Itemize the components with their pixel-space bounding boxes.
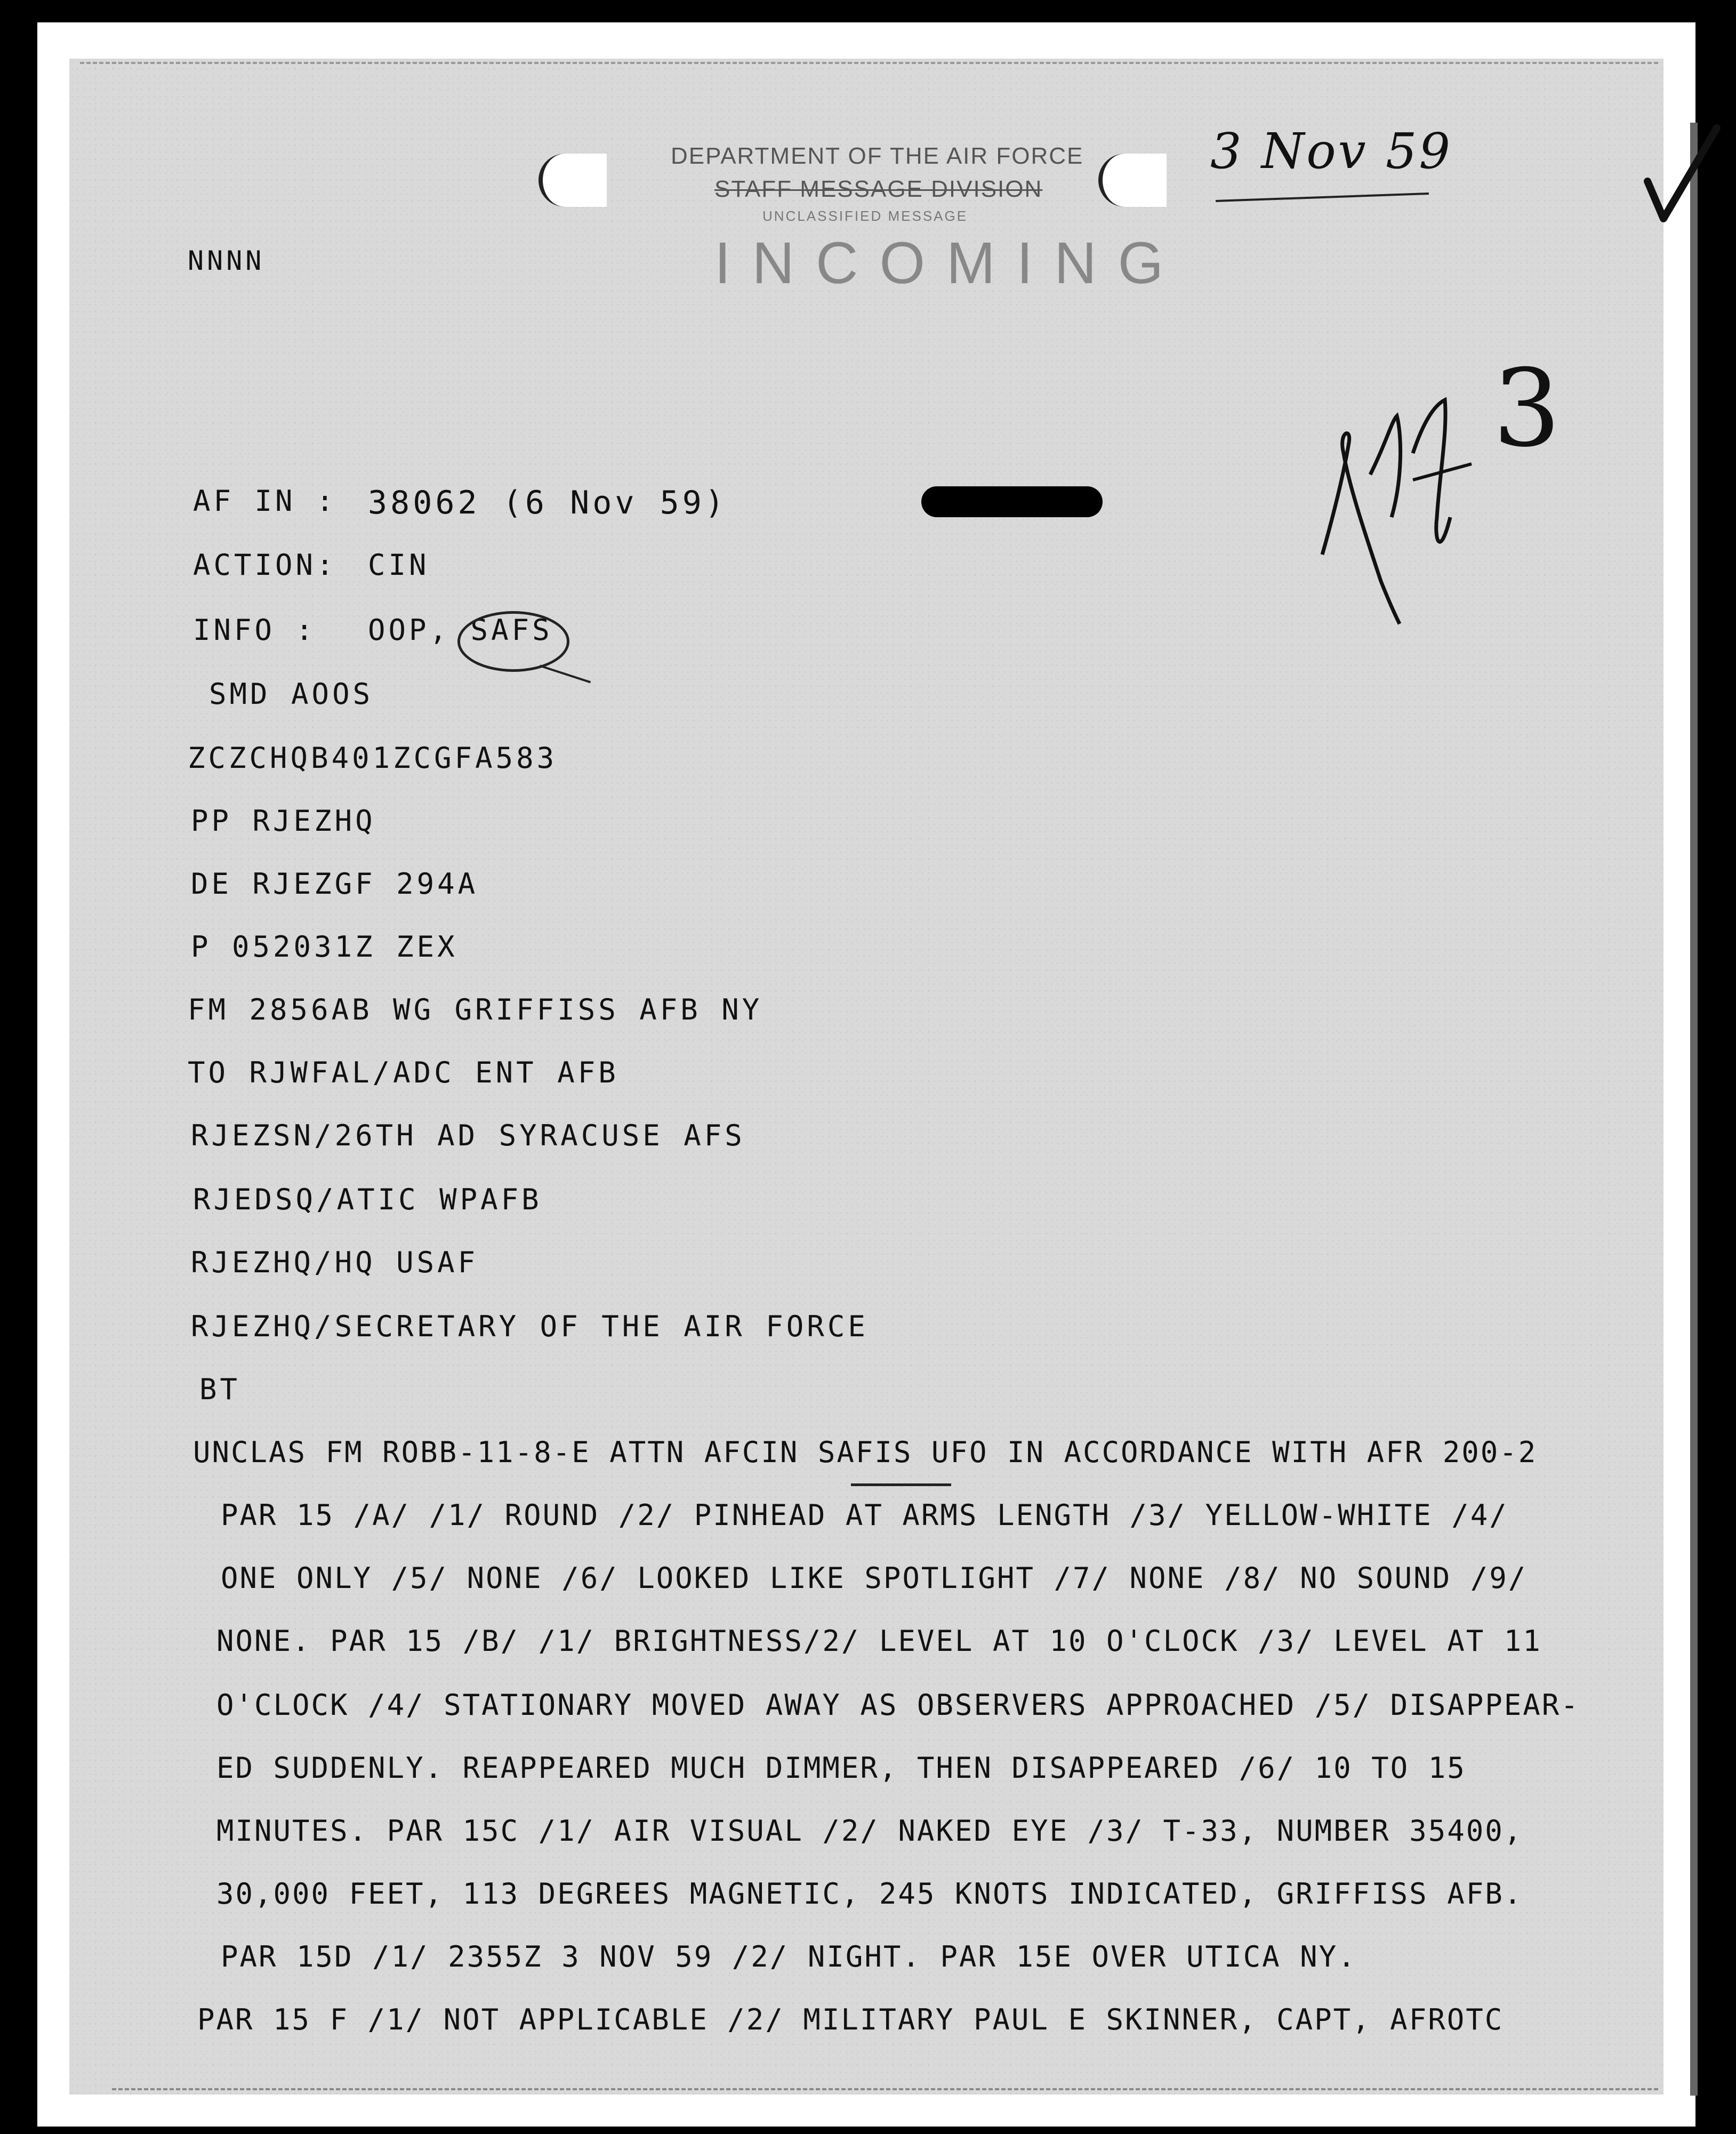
af-in-label: AF IN : (193, 484, 337, 518)
header-department: DEPARTMENT OF THE AIR FORCE (671, 143, 1084, 169)
message-line: SMD AOOS (209, 677, 374, 711)
message-line: TO RJWFAL/ADC ENT AFB (188, 1056, 619, 1089)
action-value: CIN (368, 548, 430, 582)
binder-hole-left (539, 154, 607, 207)
message-line: RJEZHQ/HQ USAF (191, 1246, 479, 1279)
handwritten-annotation-number: 3 (1493, 347, 1561, 471)
message-line: BT (199, 1373, 241, 1406)
message-line: ED SUDDENLY. REAPPEARED MUCH DIMMER, THEN DISAPPEARED /6/ 10 TO 15 (216, 1751, 1466, 1785)
checkmark-icon (1642, 123, 1722, 229)
message-line: PAR 15D /1/ 2355Z 3 NOV 59 /2/ NIGHT. PAR 15E OVER UTICA NY. (221, 1940, 1357, 1973)
binder-hole-right (1098, 154, 1167, 207)
message-form (69, 59, 1663, 2095)
message-line: P 052031Z ZEX (191, 930, 458, 964)
perforation-top (80, 62, 1658, 64)
af-in-value: 38062 (6 Nov 59) (368, 484, 727, 522)
message-line: DE RJEZGF 294A (191, 867, 479, 901)
handwritten-underline-safis (851, 1483, 951, 1486)
message-line: 30,000 FEET, 113 DEGREES MAGNETIC, 245 KNOTS INDICATED, GRIFFISS AFB. (216, 1877, 1523, 1911)
action-label: ACTION: (193, 548, 337, 582)
header-incoming-stamp: INCOMING (714, 230, 1185, 296)
message-line: UNCLAS FM ROBB-11-8-E ATTN AFCIN SAFIS UFO IN ACCORDANCE WITH AFR 200-2 (193, 1435, 1538, 1469)
document-sheet (37, 22, 1695, 2127)
message-line: RJEZHQ/SECRETARY OF THE AIR FORCE (191, 1310, 869, 1343)
header-division: STAFF MESSAGE DIVISION (714, 176, 1043, 202)
top-code: NNNN (188, 245, 265, 276)
message-line: NONE. PAR 15 /B/ /1/ BRIGHTNESS/2/ LEVEL AT 10 O'CLOCK /3/ LEVEL AT 11 (216, 1624, 1542, 1658)
message-line: RJEZSN/26TH AD SYRACUSE AFS (191, 1119, 745, 1152)
page-edge-shadow (1690, 123, 1698, 2096)
message-line: ZCZCHQB401ZCGFA583 (188, 741, 558, 775)
header-classification: UNCLASSIFIED MESSAGE (762, 208, 968, 224)
message-line: PAR 15 F /1/ NOT APPLICABLE /2/ MILITARY PAUL E SKINNER, CAPT, AFROTC (197, 2003, 1504, 2036)
redaction-mark (921, 486, 1103, 517)
message-line: PP RJEZHQ (191, 804, 376, 838)
handwritten-date: 3 Nov 59 (1210, 123, 1452, 180)
message-line: FM 2856AB WG GRIFFISS AFB NY (188, 993, 763, 1026)
info-label: INFO : (193, 613, 317, 647)
handwritten-circle-safs (457, 611, 569, 672)
message-line: RJEDSQ/ATIC WPAFB (193, 1183, 542, 1216)
message-line: O'CLOCK /4/ STATIONARY MOVED AWAY AS OBSERVERS APPROACHED /5/ DISAPPEAR- (216, 1688, 1580, 1722)
message-line: ONE ONLY /5/ NONE /6/ LOOKED LIKE SPOTLIGHT /7/ NONE /8/ NO SOUND /9/ (221, 1561, 1528, 1595)
message-line: MINUTES. PAR 15C /1/ AIR VISUAL /2/ NAKED EYE /3/ T-33, NUMBER 35400, (216, 1814, 1523, 1848)
message-line: PAR 15 /A/ /1/ ROUND /2/ PINHEAD AT ARMS LENGTH /3/ YELLOW-WHITE /4/ (221, 1498, 1508, 1532)
info-value: OOP, SAFS (368, 613, 553, 647)
perforation-bottom (112, 2088, 1658, 2090)
handwritten-date-underline (1216, 192, 1429, 202)
handwritten-circle-tail (540, 665, 591, 684)
